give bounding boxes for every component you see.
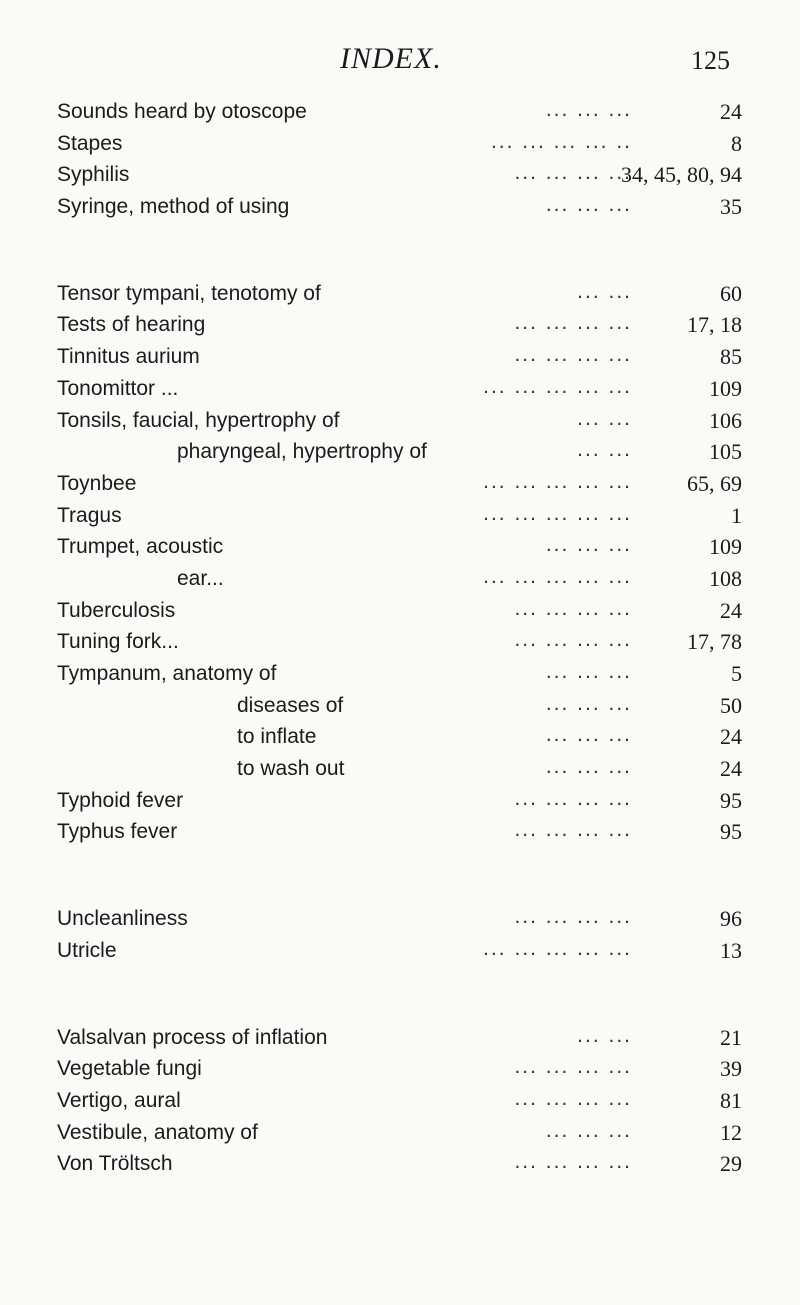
entry-term: Vegetable fungi xyxy=(57,1057,202,1081)
entry-term: Sounds heard by otoscope xyxy=(57,100,307,123)
index-section xyxy=(57,96,742,223)
entry-term: Tuberculosis xyxy=(57,598,176,622)
entry-term: Tragus xyxy=(57,503,122,527)
dot-leaders: ... ... ... ... xyxy=(514,596,632,620)
dot-leaders: ... ... ... ... xyxy=(514,905,632,929)
index-entry xyxy=(57,278,742,310)
page-header xyxy=(0,42,800,82)
entry-term: to inflate xyxy=(237,725,317,749)
entry-term: Valsalvan process of inflation xyxy=(57,1025,328,1049)
index-entry xyxy=(57,1022,742,1054)
entry-pages: 105 xyxy=(709,439,742,465)
dot-leaders: ... ... ... xyxy=(545,193,632,217)
index-entry xyxy=(57,595,742,627)
entry-pages: 8 xyxy=(731,130,742,156)
index-entry xyxy=(57,785,742,817)
dot-leaders: ... ... ... xyxy=(545,533,632,557)
index-section xyxy=(57,1022,742,1180)
entry-pages: 95 xyxy=(720,787,742,813)
dot-leaders: ... ... ... ... xyxy=(514,311,632,335)
entry-term: Syphilis xyxy=(57,163,130,187)
dot-leaders: ... ... ... xyxy=(545,691,632,715)
entry-term: Vertigo, aural xyxy=(57,1088,181,1112)
dot-leaders: ... ... ... xyxy=(545,755,632,779)
entry-term: Vestibule, anatomy of xyxy=(57,1120,258,1144)
entry-pages: 5 xyxy=(731,661,742,686)
running-title: INDEX. xyxy=(340,42,442,75)
entry-pages: 96 xyxy=(720,906,742,932)
entry-pages: 35 xyxy=(720,194,742,220)
dot-leaders: ... ... ... ... ... xyxy=(483,374,632,398)
index-entry xyxy=(57,816,742,848)
index-entry xyxy=(57,1117,742,1149)
entry-pages: 95 xyxy=(720,819,742,845)
index-entry xyxy=(57,935,742,967)
dot-leaders: ... ... ... ... xyxy=(514,786,632,810)
index-entry xyxy=(57,191,742,223)
dot-leaders: ... ... ... ... xyxy=(514,1055,632,1079)
index-entry xyxy=(57,1053,742,1085)
entry-pages: 60 xyxy=(720,280,742,306)
index-section xyxy=(57,278,742,848)
index-entry xyxy=(57,500,742,532)
dot-leaders: ... ... ... ... xyxy=(514,343,632,367)
index-entry xyxy=(57,563,742,595)
entry-term: Utricle xyxy=(57,938,117,962)
entry-pages: 13 xyxy=(720,937,742,963)
dot-leaders: ... ... ... ... ... xyxy=(483,936,632,960)
entry-pages: 1 xyxy=(731,502,742,528)
dot-leaders: ... ... ... ... .. xyxy=(490,129,632,153)
entry-pages: 81 xyxy=(720,1087,742,1113)
entry-term: Typhoid fever xyxy=(57,788,184,812)
index-entry xyxy=(57,96,742,128)
entry-term: Tonsils, faucial, hypertrophy of xyxy=(57,408,340,432)
dot-leaders: ... ... ... ... ... xyxy=(483,469,632,493)
entry-pages: 24 xyxy=(720,99,742,124)
entry-term: Tympanum, anatomy of xyxy=(57,662,277,685)
dot-leaders: ... ... xyxy=(577,438,632,462)
dot-leaders: ... ... ... xyxy=(545,660,632,683)
entry-term: Tensor tympani, tenotomy of xyxy=(57,281,321,305)
index-entry xyxy=(57,626,742,658)
index-section xyxy=(57,903,742,966)
entry-pages: 50 xyxy=(720,692,742,718)
entry-pages: 17, 18 xyxy=(687,312,742,338)
entry-term: ear... xyxy=(177,566,224,590)
entry-term: Von Tröltsch xyxy=(57,1152,173,1176)
entry-term: Toynbee xyxy=(57,471,137,495)
index-entry xyxy=(57,436,742,468)
entry-pages: 65, 69 xyxy=(687,470,742,496)
index-sections xyxy=(57,96,742,1180)
entry-term: Tuning fork... xyxy=(57,630,179,654)
entry-term: to wash out xyxy=(237,757,345,781)
dot-leaders: ... ... ... xyxy=(545,723,632,747)
entry-term: Trumpet, acoustic xyxy=(57,535,224,559)
dot-leaders: ... ... xyxy=(577,279,632,303)
dot-leaders: ... ... ... ... xyxy=(514,818,632,842)
index-entry xyxy=(57,373,742,405)
index-entry xyxy=(57,903,742,935)
dot-leaders: ... ... xyxy=(577,1023,632,1047)
dot-leaders: ... ... xyxy=(577,406,632,430)
entry-term: Tinnitus aurium xyxy=(57,345,200,369)
entry-pages: 85 xyxy=(720,344,742,370)
entry-pages: 12 xyxy=(720,1119,742,1145)
entry-term: Typhus fever xyxy=(57,820,178,844)
entry-term: Tests of hearing xyxy=(57,313,206,337)
index-entry xyxy=(57,128,742,160)
entry-pages: 24 xyxy=(720,597,742,623)
entry-pages: 109 xyxy=(709,375,742,401)
index-entry xyxy=(57,531,742,563)
entry-term: Tonomittor ... xyxy=(57,376,179,400)
index-entry xyxy=(57,468,742,500)
index-entry xyxy=(57,721,742,753)
entry-pages: 34, 45, 80, 94 xyxy=(621,162,742,188)
page-number: 125 xyxy=(691,46,730,75)
entry-pages: 39 xyxy=(720,1056,742,1082)
index-entry xyxy=(57,309,742,341)
index-entry xyxy=(57,690,742,722)
index-entry xyxy=(57,341,742,373)
entry-pages: 109 xyxy=(709,534,742,560)
dot-leaders: ... ... ... ... ... xyxy=(483,564,632,588)
dot-leaders: ... ... ... ... xyxy=(514,161,632,185)
dot-leaders: ... ... ... ... xyxy=(514,1150,632,1174)
index-entry xyxy=(57,753,742,785)
entry-pages: 106 xyxy=(709,407,742,433)
entry-term: pharyngeal, hypertrophy of xyxy=(177,440,427,464)
entry-pages: 29 xyxy=(720,1151,742,1177)
index-entry xyxy=(57,159,742,191)
index-entry xyxy=(57,1148,742,1180)
entry-pages: 108 xyxy=(709,565,742,591)
index-entry xyxy=(57,405,742,437)
dot-leaders: ... ... ... ... ... xyxy=(483,501,632,525)
dot-leaders: ... ... ... ... xyxy=(514,1086,632,1110)
entry-term: Stapes xyxy=(57,131,123,155)
entry-term: diseases of xyxy=(237,693,344,717)
dot-leaders: ... ... ... ... xyxy=(514,628,632,652)
index-entry xyxy=(57,1085,742,1117)
entry-term: Uncleanliness xyxy=(57,907,188,931)
index-entry xyxy=(57,658,742,690)
entry-pages: 24 xyxy=(720,724,742,750)
entry-term: Syringe, method of using xyxy=(57,195,290,219)
dot-leaders: ... ... ... xyxy=(545,1118,632,1142)
entry-pages: 24 xyxy=(720,756,742,782)
dot-leaders: ... ... ... xyxy=(545,98,632,121)
entry-pages: 17, 78 xyxy=(687,629,742,655)
entry-pages: 21 xyxy=(720,1024,742,1050)
